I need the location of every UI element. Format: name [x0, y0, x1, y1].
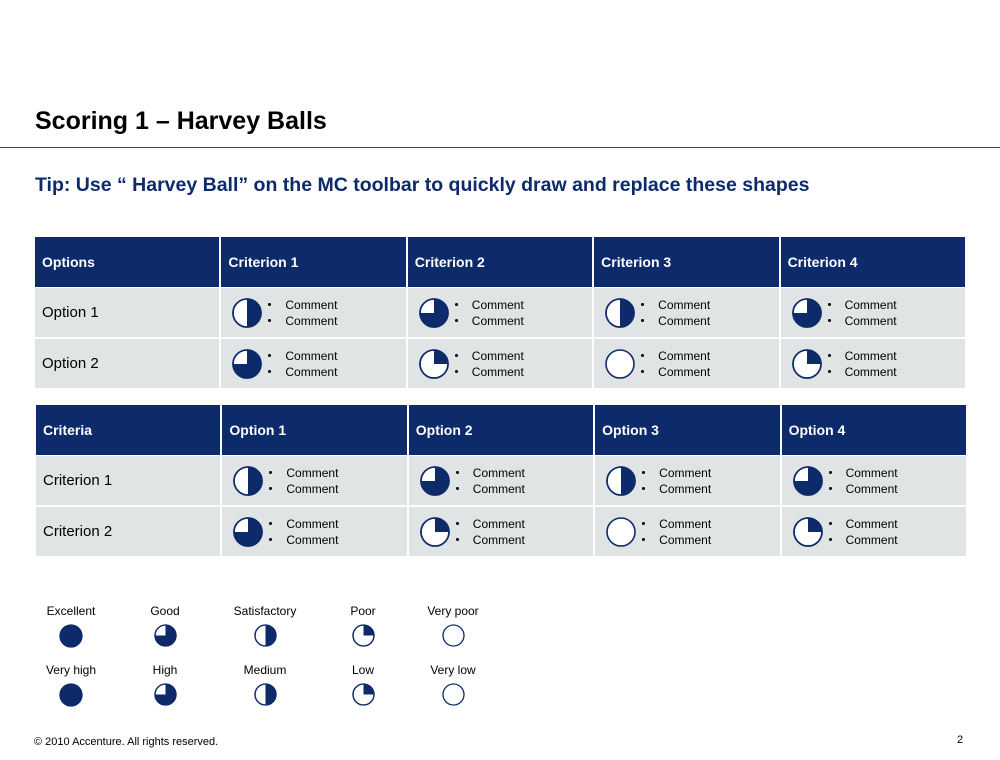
- comment-bullet: Comment: [472, 516, 525, 531]
- title-divider: [0, 147, 1000, 148]
- score-cell: [409, 507, 593, 558]
- harvey-ball-icon: [232, 298, 262, 328]
- legend-item: [125, 604, 205, 647]
- comment-bullet: Comment: [658, 313, 711, 328]
- legend-item: [31, 604, 111, 648]
- legend-item: [225, 604, 305, 647]
- comment-bullet: Comment: [659, 465, 712, 480]
- table-header-row: [36, 405, 966, 456]
- score-cell: [409, 456, 593, 507]
- harvey-ball-icon: [233, 517, 263, 547]
- legend-item: [323, 604, 403, 647]
- score-cell: [594, 288, 778, 339]
- score-cell: [408, 339, 592, 390]
- comment-list: [285, 348, 337, 380]
- criteria-options-table: [34, 405, 968, 558]
- comment-bullet: Comment: [472, 532, 525, 547]
- harvey-ball-icon: [419, 349, 449, 379]
- comment-bullet: Comment: [658, 297, 711, 312]
- comment-bullet: Comment: [845, 516, 898, 531]
- comment-list: [846, 465, 898, 497]
- header-option-1: Option 1: [222, 405, 406, 456]
- comment-list: [845, 348, 897, 380]
- legend-label: Medium: [243, 663, 287, 677]
- comment-bullet: Comment: [286, 532, 339, 547]
- row-label: Option 2: [35, 339, 219, 390]
- comment-bullet: Comment: [286, 516, 339, 531]
- comment-bullet: Comment: [285, 348, 338, 363]
- comment-bullet: Comment: [845, 465, 898, 480]
- comment-bullet: Comment: [844, 313, 897, 328]
- header-criterion-4: Criterion 4: [781, 237, 965, 288]
- comment-bullet: Comment: [658, 348, 711, 363]
- row-label: Criterion 1: [36, 456, 220, 507]
- comment-list: [472, 348, 524, 380]
- score-cell: [594, 339, 778, 390]
- comment-list: [473, 465, 525, 497]
- legend-label: Low: [351, 663, 374, 677]
- comment-list: [286, 465, 338, 497]
- comment-list: [659, 516, 711, 548]
- slide-title: Scoring 1 – Harvey Balls: [35, 107, 327, 135]
- comment-list: [658, 297, 710, 329]
- harvey-ball-icon: [442, 683, 465, 706]
- comment-bullet: Comment: [658, 364, 711, 379]
- options-criteria-table: [33, 237, 967, 390]
- harvey-ball-icon: [352, 624, 375, 647]
- harvey-ball-icon: [420, 466, 450, 496]
- score-cell: [221, 288, 405, 339]
- comment-list: [285, 297, 337, 329]
- comment-bullet: Comment: [471, 297, 524, 312]
- legend-item: [413, 604, 493, 647]
- comment-list: [846, 516, 898, 548]
- comment-bullet: Comment: [471, 348, 524, 363]
- comment-list: [472, 297, 524, 329]
- harvey-ball-icon: [792, 298, 822, 328]
- table-header-row: [35, 237, 965, 288]
- comment-bullet: Comment: [845, 532, 898, 547]
- harvey-ball-icon: [59, 624, 83, 648]
- comment-list: [845, 297, 897, 329]
- table-row: [36, 456, 966, 507]
- legend-item: [31, 663, 111, 707]
- comment-bullet: Comment: [285, 364, 338, 379]
- comment-bullet: Comment: [472, 481, 525, 496]
- legend-label: Poor: [350, 604, 376, 618]
- score-cell: [781, 288, 965, 339]
- copyright-footer: © 2010 Accenture. All rights reserved.: [34, 736, 219, 748]
- legend-item: [323, 663, 403, 706]
- comment-bullet: Comment: [659, 481, 712, 496]
- harvey-ball-icon: [233, 466, 263, 496]
- legend-label: Very high: [45, 663, 97, 677]
- legend-label: Excellent: [46, 604, 96, 618]
- header-option-2: Option 2: [409, 405, 593, 456]
- comment-list: [659, 465, 711, 497]
- score-cell: [408, 288, 592, 339]
- comment-bullet: Comment: [844, 297, 897, 312]
- harvey-ball-icon: [232, 349, 262, 379]
- harvey-ball-icon: [254, 624, 277, 647]
- table-row: [36, 507, 966, 558]
- comment-bullet: Comment: [844, 364, 897, 379]
- harvey-ball-icon: [606, 466, 636, 496]
- header-options: Options: [35, 237, 219, 288]
- legend-item: [125, 663, 205, 706]
- header-option-4: Option 4: [782, 405, 966, 456]
- score-cell: [782, 507, 966, 558]
- harvey-ball-icon: [793, 517, 823, 547]
- legend-item: [413, 663, 493, 706]
- row-label: Option 1: [35, 288, 219, 339]
- comment-bullet: Comment: [471, 313, 524, 328]
- comment-bullet: Comment: [286, 465, 339, 480]
- legend-label: High: [152, 663, 178, 677]
- header-criterion-3: Criterion 3: [594, 237, 778, 288]
- comment-bullet: Comment: [844, 348, 897, 363]
- comment-bullet: Comment: [472, 465, 525, 480]
- score-cell: [595, 507, 779, 558]
- comment-bullet: Comment: [285, 313, 338, 328]
- harvey-ball-icon: [154, 624, 177, 647]
- legend-label: Very low: [430, 663, 476, 677]
- legend-label: Very poor: [427, 604, 479, 618]
- comment-bullet: Comment: [471, 364, 524, 379]
- table-row: [35, 288, 965, 339]
- legend-label: Satisfactory: [233, 604, 297, 618]
- comment-bullet: Comment: [659, 516, 712, 531]
- row-label: Criterion 2: [36, 507, 220, 558]
- score-cell: [221, 339, 405, 390]
- comment-bullet: Comment: [286, 481, 339, 496]
- header-criteria: Criteria: [36, 405, 220, 456]
- harvey-ball-icon: [419, 298, 449, 328]
- header-option-3: Option 3: [595, 405, 779, 456]
- score-cell: [222, 507, 406, 558]
- harvey-ball-icon: [792, 349, 822, 379]
- score-cell: [222, 456, 406, 507]
- comment-bullet: Comment: [285, 297, 338, 312]
- harvey-ball-icon: [420, 517, 450, 547]
- comment-bullet: Comment: [845, 481, 898, 496]
- harvey-ball-icon: [793, 466, 823, 496]
- harvey-ball-icon: [59, 683, 83, 707]
- score-cell: [595, 456, 779, 507]
- comment-list: [658, 348, 710, 380]
- table-row: [35, 339, 965, 390]
- harvey-ball-icon: [606, 517, 636, 547]
- legend-label: Good: [150, 604, 180, 618]
- tip-text: Tip: Use “ Harvey Ball” on the MC toolbar to quickly draw and replace these shapes: [35, 174, 810, 196]
- harvey-ball-icon: [605, 298, 635, 328]
- harvey-ball-icon: [352, 683, 375, 706]
- harvey-ball-icon: [605, 349, 635, 379]
- harvey-ball-icon: [154, 683, 177, 706]
- header-criterion-1: Criterion 1: [221, 237, 405, 288]
- legend-item: [225, 663, 305, 706]
- comment-bullet: Comment: [659, 532, 712, 547]
- comment-list: [473, 516, 525, 548]
- score-cell: [782, 456, 966, 507]
- page-number: 2: [957, 734, 964, 746]
- harvey-ball-icon: [254, 683, 277, 706]
- header-criterion-2: Criterion 2: [408, 237, 592, 288]
- score-cell: [781, 339, 965, 390]
- harvey-ball-icon: [442, 624, 465, 647]
- comment-list: [286, 516, 338, 548]
